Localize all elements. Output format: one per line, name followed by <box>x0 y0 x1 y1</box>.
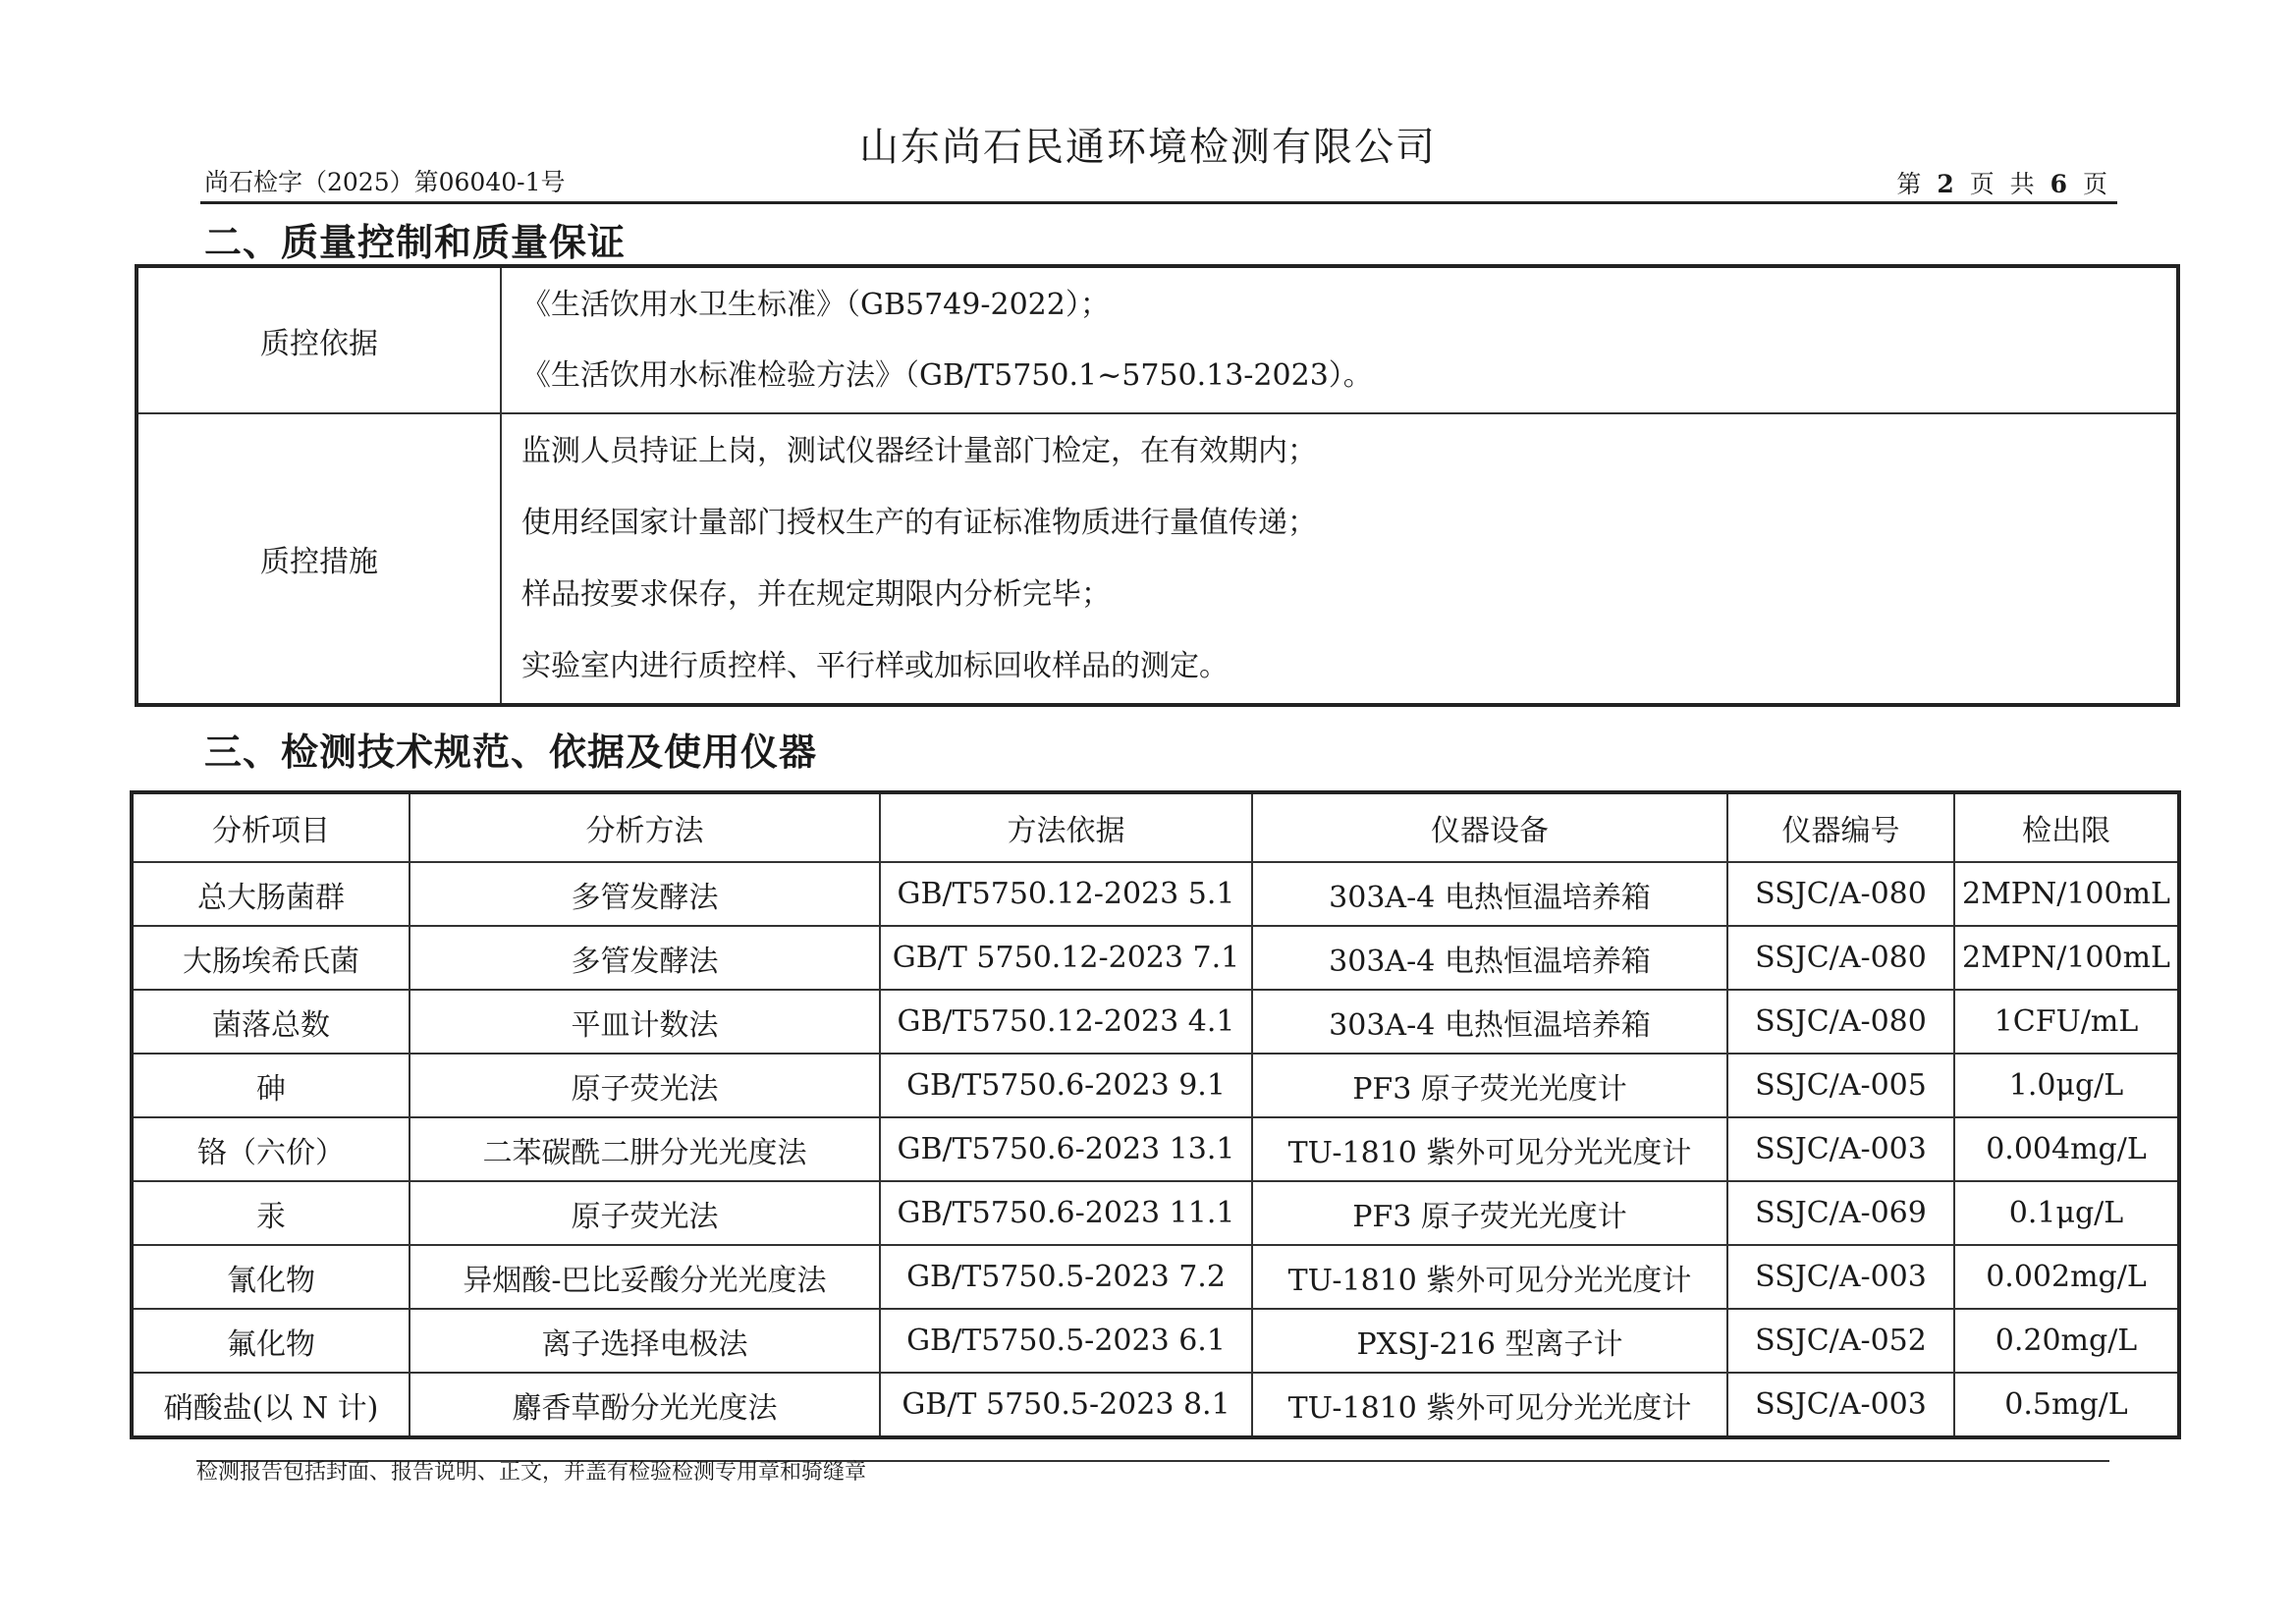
instrument-cell: TU-1810 紫外可见分光光度计 <box>1252 1245 1727 1309</box>
instrument-number-cell: SSJC/A-003 <box>1727 1117 1954 1181</box>
section-title-quality-control: 二、质量控制和质量保证 <box>204 221 627 264</box>
instrument-number-cell: SSJC/A-080 <box>1727 862 1954 926</box>
table-row <box>132 1117 2179 1181</box>
instrument-cell: 303A-4 电热恒温培养箱 <box>1252 990 1727 1054</box>
instrument-cell: PXSJ-216 型离子计 <box>1252 1309 1727 1373</box>
analysis-item-cell: 铬（六价） <box>132 1117 410 1181</box>
analysis-item-cell: 汞 <box>132 1181 410 1245</box>
table-row <box>132 1054 2179 1117</box>
analysis-item-cell: 氰化物 <box>132 1245 410 1309</box>
analysis-method-cell: 原子荧光法 <box>410 1054 880 1117</box>
analysis-method-cell: 离子选择电极法 <box>410 1309 880 1373</box>
instrument-number-cell: SSJC/A-052 <box>1727 1309 1954 1373</box>
method-basis-cell: GB/T5750.6-2023 9.1 <box>880 1054 1252 1117</box>
method-basis-cell: GB/T 5750.5-2023 8.1 <box>880 1373 1252 1437</box>
detection-limit-cell: 0.004mg/L <box>1954 1117 2179 1181</box>
analysis-item-cell: 大肠埃希氏菌 <box>132 926 410 990</box>
qc-row-measures <box>137 413 2178 705</box>
method-basis-cell: GB/T5750.12-2023 5.1 <box>880 862 1252 926</box>
qc-measures-line: 监测人员持证上岗，测试仪器经计量部门检定，在有效期内； <box>521 434 1317 468</box>
company-name: 山东尚石民通环境检测有限公司 <box>859 125 1437 170</box>
method-basis-cell: GB/T5750.6-2023 13.1 <box>880 1117 1252 1181</box>
analysis-item-cell: 总大肠菌群 <box>132 862 410 926</box>
qc-measures-line: 样品按要求保存，并在规定期限内分析完毕； <box>521 577 1111 612</box>
detection-limit-cell: 1.0μg/L <box>1954 1054 2179 1117</box>
instrument-cell: TU-1810 紫外可见分光光度计 <box>1252 1373 1727 1437</box>
instrument-table-body <box>132 862 2179 1437</box>
analysis-method-cell: 多管发酵法 <box>410 926 880 990</box>
page-total: 6 <box>2050 170 2072 198</box>
table-row <box>132 1181 2179 1245</box>
qc-basis-label: 质控依据 <box>137 266 501 413</box>
qc-measures-content <box>501 413 2178 705</box>
qc-measures-label: 质控措施 <box>137 413 501 705</box>
qc-measures-line: 实验室内进行质控样、平行样或加标回收样品的测定。 <box>521 649 1229 683</box>
qc-measures-line: 使用经国家计量部门授权生产的有证标准物质进行量值传递； <box>521 506 1317 540</box>
page-current: 2 <box>1937 170 1958 198</box>
table-row <box>132 1309 2179 1373</box>
instrument-cell: 303A-4 电热恒温培养箱 <box>1252 862 1727 926</box>
page-suffix: 页 <box>2082 170 2111 198</box>
instrument-cell: 303A-4 电热恒温培养箱 <box>1252 926 1727 990</box>
instrument-cell: PF3 原子荧光光度计 <box>1252 1181 1727 1245</box>
method-basis-cell: GB/T 5750.12-2023 7.1 <box>880 926 1252 990</box>
header-rule <box>200 201 2117 204</box>
table-row <box>132 1245 2179 1309</box>
detection-limit-cell: 0.002mg/L <box>1954 1245 2179 1309</box>
method-basis-cell: GB/T5750.6-2023 11.1 <box>880 1181 1252 1245</box>
table-row <box>132 1373 2179 1437</box>
page-mid: 页 共 <box>1969 170 2039 198</box>
column-header: 检出限 <box>1954 792 2179 862</box>
footer-note: 检测报告包括封面、报告说明、正文，并盖有检验检测专用章和骑缝章 <box>196 1460 867 1485</box>
detection-limit-cell: 2MPN/100mL <box>1954 926 2179 990</box>
qc-basis-line: 《生活饮用水卫生标准》（GB5749-2022）； <box>521 287 1110 322</box>
instrument-number-cell: SSJC/A-069 <box>1727 1181 1954 1245</box>
analysis-method-cell: 二苯碳酰二肼分光光度法 <box>410 1117 880 1181</box>
detection-limit-cell: 1CFU/mL <box>1954 990 2179 1054</box>
column-header: 分析项目 <box>132 792 410 862</box>
column-header: 分析方法 <box>410 792 880 862</box>
instrument-number-cell: SSJC/A-005 <box>1727 1054 1954 1117</box>
analysis-item-cell: 砷 <box>132 1054 410 1117</box>
instrument-number-cell: SSJC/A-080 <box>1727 990 1954 1054</box>
analysis-method-cell: 原子荧光法 <box>410 1181 880 1245</box>
instrument-table <box>130 790 2181 1439</box>
table-row <box>132 990 2179 1054</box>
qc-row-basis <box>137 266 2178 413</box>
page-prefix: 第 <box>1896 170 1926 198</box>
column-header: 仪器设备 <box>1252 792 1727 862</box>
table-row <box>132 926 2179 990</box>
instrument-number-cell: SSJC/A-080 <box>1727 926 1954 990</box>
method-basis-cell: GB/T5750.5-2023 6.1 <box>880 1309 1252 1373</box>
table-header-row <box>132 792 2179 862</box>
detection-limit-cell: 2MPN/100mL <box>1954 862 2179 926</box>
analysis-method-cell: 多管发酵法 <box>410 862 880 926</box>
analysis-method-cell: 异烟酸-巴比妥酸分光光度法 <box>410 1245 880 1309</box>
method-basis-cell: GB/T5750.5-2023 7.2 <box>880 1245 1252 1309</box>
qc-basis-content <box>501 266 2178 413</box>
column-header: 方法依据 <box>880 792 1252 862</box>
analysis-item-cell: 菌落总数 <box>132 990 410 1054</box>
report-number: 尚石检字（2025）第06040-1号 <box>204 168 566 196</box>
analysis-item-cell: 硝酸盐(以 N 计) <box>132 1373 410 1437</box>
instrument-cell: PF3 原子荧光光度计 <box>1252 1054 1727 1117</box>
instrument-cell: TU-1810 紫外可见分光光度计 <box>1252 1117 1727 1181</box>
table-row <box>132 862 2179 926</box>
detection-limit-cell: 0.20mg/L <box>1954 1309 2179 1373</box>
quality-control-table <box>135 264 2180 707</box>
page-indicator <box>1896 165 2111 200</box>
qc-basis-line: 《生活饮用水标准检验方法》（GB/T5750.1~5750.13-2023）。 <box>521 357 1373 393</box>
column-header: 仪器编号 <box>1727 792 1954 862</box>
detection-limit-cell: 0.1μg/L <box>1954 1181 2179 1245</box>
section-title-test-methods: 三、检测技术规范、依据及使用仪器 <box>204 730 818 774</box>
instrument-number-cell: SSJC/A-003 <box>1727 1245 1954 1309</box>
analysis-method-cell: 麝香草酚分光光度法 <box>410 1373 880 1437</box>
method-basis-cell: GB/T5750.12-2023 4.1 <box>880 990 1252 1054</box>
detection-limit-cell: 0.5mg/L <box>1954 1373 2179 1437</box>
analysis-method-cell: 平皿计数法 <box>410 990 880 1054</box>
instrument-number-cell: SSJC/A-003 <box>1727 1373 1954 1437</box>
analysis-item-cell: 氟化物 <box>132 1309 410 1373</box>
